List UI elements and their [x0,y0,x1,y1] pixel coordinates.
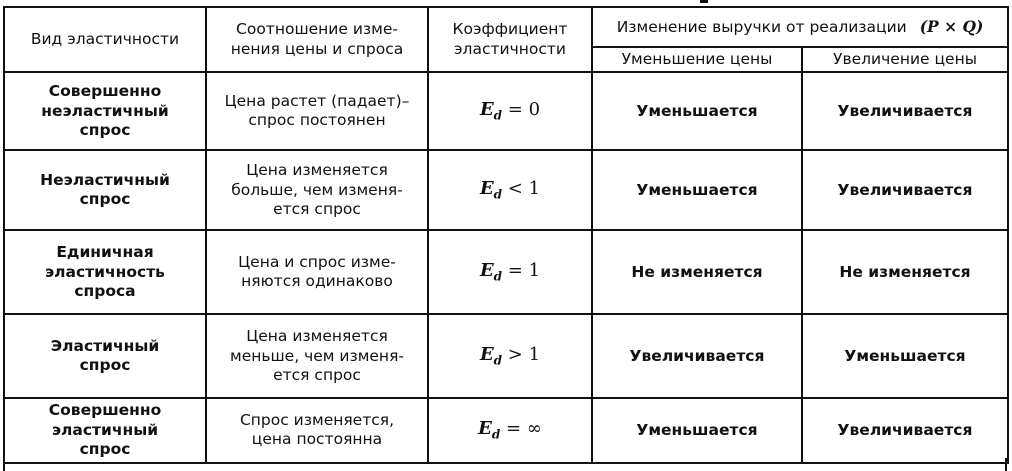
header-price-decrease: Уменьшение цены [592,47,802,72]
row-ratio: Цена изменяется меньше, чем изменя- ется спрос [206,314,428,398]
table-row [4,398,1008,462]
row-increase: Увеличивается [802,72,1008,150]
table-row [4,230,1008,314]
row-increase: Не изменяется [802,230,1008,314]
row-coef-sign: = 1 [507,260,541,282]
row-ratio: Спрос изменяется, цена постоянна [206,398,428,462]
row-coefficient: $E_d = 0$ [428,72,592,150]
row-decrease: Уменьшается [592,398,802,462]
row-coef-sign: = 0 [507,99,541,121]
row-ratio: Цена и спрос изме- няются одинаково [206,230,428,314]
header-type: Вид эластичности [4,7,206,72]
row-coef-sign: > 1 [507,344,541,366]
row-decrease: Не изменяется [592,230,802,314]
row-coefficient: $E_d < 1$ [428,150,592,230]
row-increase: Уменьшается [802,314,1008,398]
row-increase: Увеличивается [802,398,1008,462]
table-row [4,314,1008,398]
table-continuation [3,458,1007,471]
table-row [4,150,1008,230]
row-coef-sign: < 1 [507,178,541,200]
row-type: Совершенно неэластичный спрос [4,72,206,150]
row-type: Единичная эластичность спроса [4,230,206,314]
row-type: Эластичный спрос [4,314,206,398]
row-decrease: Увеличивается [592,314,802,398]
row-coefficient: $E_d > 1$ [428,314,592,398]
row-decrease: Уменьшается [592,150,802,230]
row-coef-sign: = ∞ [506,418,542,440]
header-coefficient: Коэффициент эластичности [428,7,592,72]
row-increase: Увеличивается [802,150,1008,230]
row-ratio: Цена растет (падает)– спрос постоянен [206,72,428,150]
table-row [4,72,1008,150]
header-price-increase: Увеличение цены [802,47,1008,72]
top-border-mark [700,0,708,3]
row-decrease: Уменьшается [592,72,802,150]
row-coefficient: $E_d$ = ∞ [428,398,592,462]
row-coefficient: $E_d = 1$ [428,230,592,314]
header-revenue-formula: (P × Q) [919,16,984,36]
row-type: Неэластичный спрос [4,150,206,230]
header-revenue-text: Изменение выручки от реализации [616,17,907,36]
header-ratio: Соотношение изме- нения цены и спроса [206,7,428,72]
elasticity-table [3,6,1009,464]
header-revenue [592,7,1008,47]
row-type: Совершенно эластичный спрос [4,398,206,462]
row-ratio: Цена изменяется больше, чем изменя- ется спрос [206,150,428,230]
